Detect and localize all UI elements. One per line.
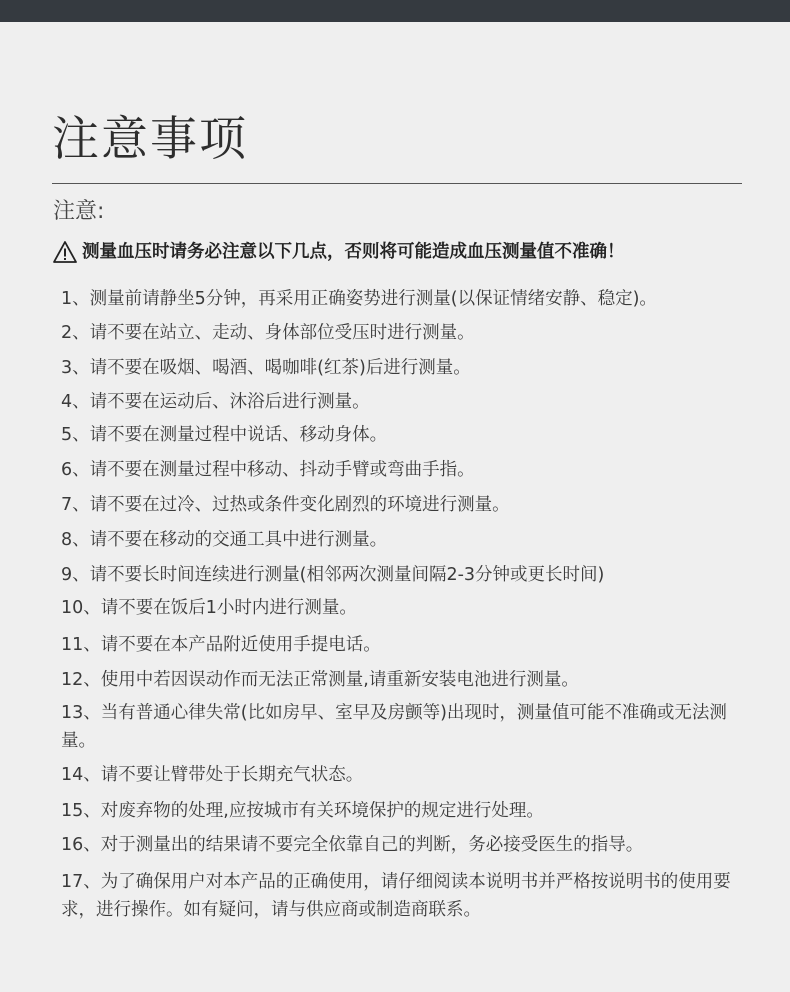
note-item-4: 4、请不要在运动后、沐浴后进行测量。 [61, 392, 370, 412]
note-item-15: 15、对废弃物的处理,应按城市有关环境保护的规定进行处理。 [61, 801, 544, 821]
warning-text: 测量血压时请务必注意以下几点，否则将可能造成血压测量值不准确！ [82, 242, 625, 262]
page-title: 注意事项 [52, 112, 248, 167]
note-item-12: 12、使用中若因误动作而无法正常测量,请重新安装电池进行测量。 [61, 670, 579, 690]
note-item-6: 6、请不要在测量过程中移动、抖动手臂或弯曲手指。 [61, 460, 475, 480]
note-item-11: 11、请不要在本产品附近使用手提电话。 [61, 635, 381, 655]
note-item-13: 13、当有普通心律失常(比如房早、室早及房颤等)出现时，测量值可能不准确或无法测量。 [61, 703, 727, 751]
note-item-9: 9、请不要长时间连续进行测量(相邻两次测量间隔2-3分钟或更长时间) [61, 565, 605, 585]
title-divider [52, 183, 742, 184]
section-label: 注意: [53, 199, 105, 224]
note-item-16: 16、对于测量出的结果请不要完全依靠自己的判断，务必接受医生的指导。 [61, 835, 644, 855]
note-item-3: 3、请不要在吸烟、喝酒、喝咖啡(红茶)后进行测量。 [61, 358, 471, 378]
note-item-5: 5、请不要在测量过程中说话、移动身体。 [61, 425, 388, 445]
note-item-1: 1、测量前请静坐5分钟，再采用正确姿势进行测量(以保证情绪安静、稳定)。 [61, 289, 657, 309]
note-item-17: 17、为了确保用户对本产品的正确使用，请仔细阅读本说明书并严格按说明书的使用要求，进行操作。如有疑问，请与供应商或制造商联系。 [61, 872, 731, 920]
note-item-2: 2、请不要在站立、走动、身体部位受压时进行测量。 [61, 323, 475, 343]
warning-triangle-icon [53, 240, 77, 264]
note-item-7: 7、请不要在过冷、过热或条件变化剧烈的环境进行测量。 [61, 495, 510, 515]
top-bar [0, 0, 790, 22]
note-item-14: 14、请不要让臂带处于长期充气状态。 [61, 765, 364, 785]
note-item-8: 8、请不要在移动的交通工具中进行测量。 [61, 530, 388, 550]
note-item-10: 10、请不要在饭后1小时内进行测量。 [61, 598, 357, 618]
warning-line [53, 238, 625, 266]
